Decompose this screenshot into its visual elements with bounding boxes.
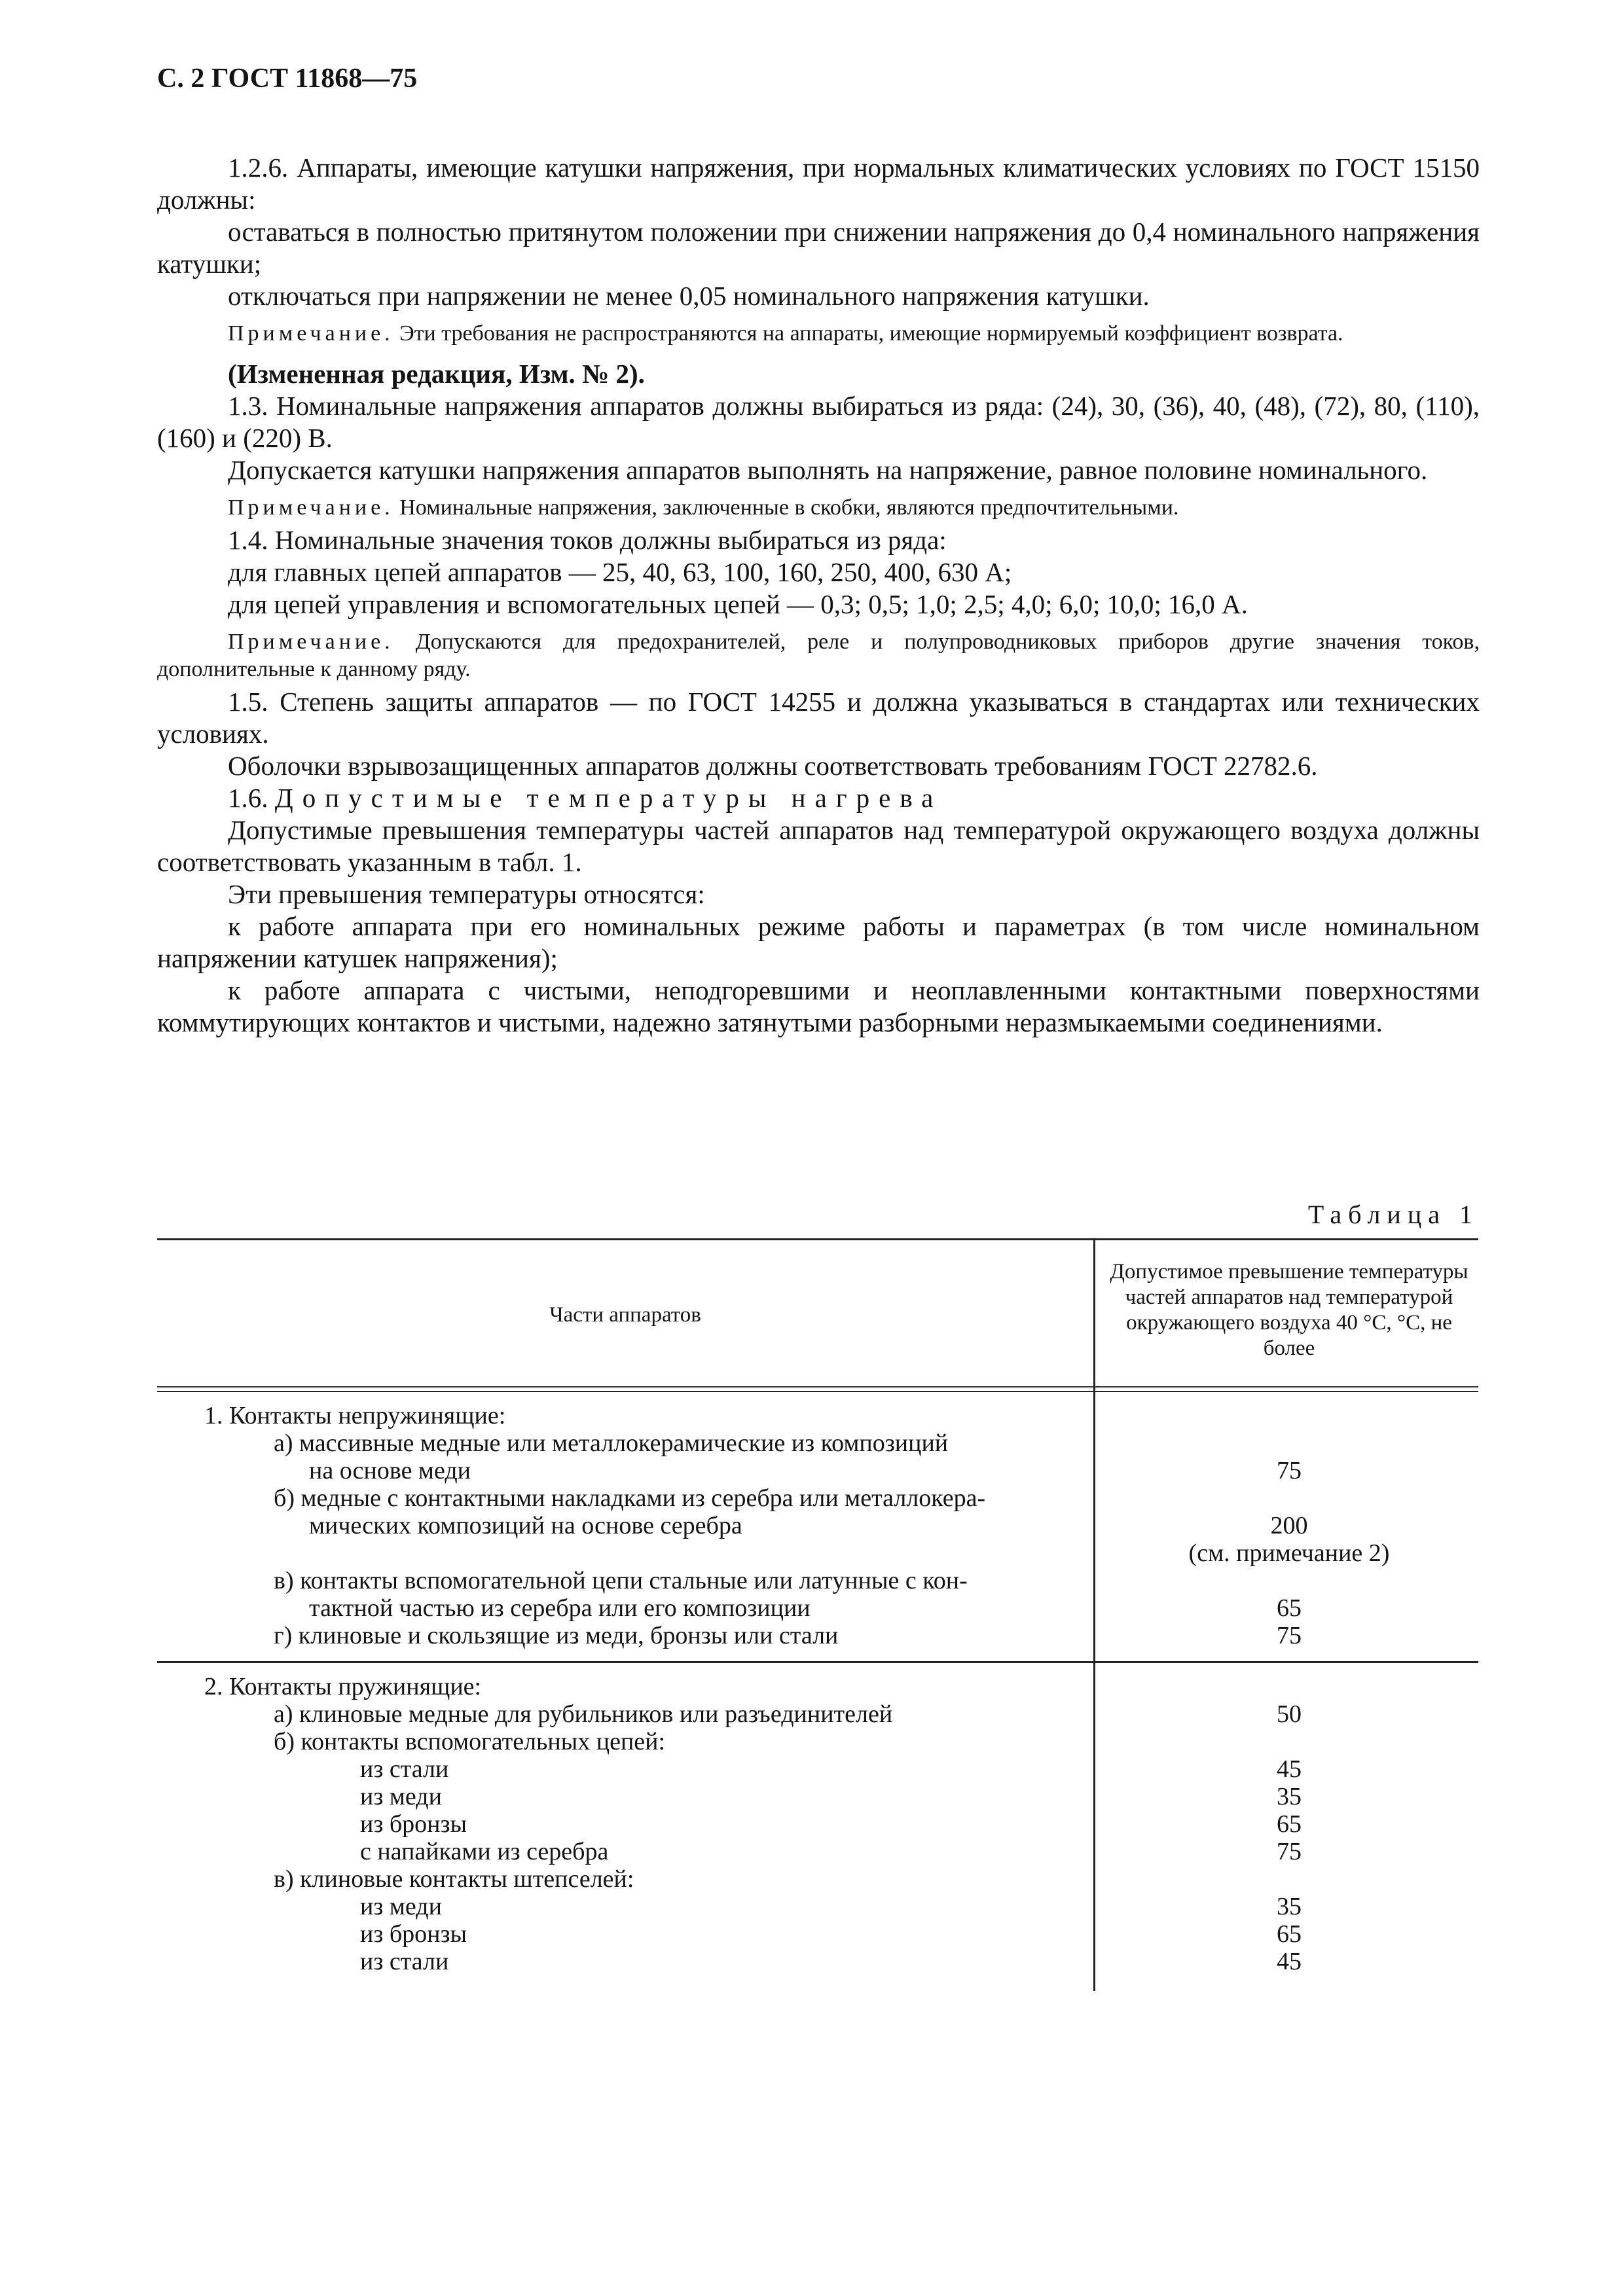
note-1-label: Примечание. <box>228 321 394 346</box>
paragraph-explosion-proof: Оболочки взрывозащищенных аппаратов должны соответствовать требованиям ГОСТ 22782.6. <box>228 751 1318 781</box>
table-row-label: 1. Контакты непружинящие: <box>204 1402 506 1429</box>
table-row-value: 200 <box>1270 1512 1308 1539</box>
note-3-text: Допускаются для предохранителей, реле и полупроводниковых приборов другие значения токов, дополнительные к данному ряду. <box>157 630 1480 681</box>
table-row-label: а) клиновые медные для рубильников или разъединителей <box>274 1700 893 1728</box>
paragraph-1-3: 1.3. Номинальные напряжения аппаратов должны выбираться из ряда: (24), 30, (36), 40, (48), (72), 80, (110), (160) и (220) В. <box>157 391 1480 453</box>
table-row-label: 2. Контакты пружинящие: <box>204 1673 482 1700</box>
paragraph-stay-attracted: оставаться в полностью притянутом положении при снижении напряжения до 0,4 номинального напряжения катушки; <box>157 217 1480 279</box>
table-row-label: из меди <box>360 1783 442 1810</box>
section-number: 1.6. <box>228 783 275 813</box>
table-caption: Таблица 1 <box>1307 1200 1479 1229</box>
paragraph-switch-off: отключаться при напряжении не менее 0,05 номинального напряжения катушки. <box>228 281 1150 311</box>
paragraph-1-2-6: 1.2.6. Аппараты, имеющие катушки напряжения, при нормальных климатических условиях по ГОСТ 15150 должны: <box>157 152 1480 215</box>
table-row-value: 65 <box>1277 1810 1302 1838</box>
note-2-text: Номинальные напряжения, заключенные в скобки, являются предпочтительными. <box>393 495 1179 520</box>
paragraph-clean-contacts: к работе аппарата с чистыми, неподгоревшими и неоплавленными контактными поверхностями коммутирующих контактов и чистыми, надежно затянутыми разборными неразмыкаемыми соединениями. <box>157 975 1480 1037</box>
table-row-label: с напайками из серебра <box>360 1838 609 1865</box>
table-row-value: 35 <box>1277 1783 1302 1810</box>
table-row-label: из стали <box>360 1948 449 1975</box>
paragraph-control-circuits: для цепей управления и вспомогательных цепей — 0,3; 0,5; 1,0; 2,5; 4,0; 6,0; 10,0; 16,0 А. <box>228 589 1248 619</box>
paragraph-main-circuits: для главных цепей аппаратов — 25, 40, 63, 100, 160, 250, 400, 630 А; <box>228 557 1012 587</box>
table-row-label: из бронзы <box>360 1920 467 1948</box>
amendment-note: (Измененная редакция, Изм. № 2). <box>228 359 645 389</box>
table-row-value: 75 <box>1277 1838 1302 1865</box>
table-1 <box>157 1238 1478 1991</box>
paragraph-1-4: 1.4. Номинальные значения токов должны выбираться из ряда: <box>228 525 947 555</box>
table-row-label: из меди <box>360 1893 442 1920</box>
paragraph-half-voltage: Допускается катушки напряжения аппаратов выполнять на напряжение, равное половине номинального. <box>228 455 1428 485</box>
table-row-label: а) массивные медные или металлокерамические из композиций <box>274 1429 949 1457</box>
paragraph-applies-to: Эти превышения температуры относятся: <box>228 879 705 909</box>
table-row-value: (см. примечание 2) <box>1188 1539 1390 1567</box>
table-row-value: 65 <box>1277 1920 1302 1948</box>
note-1-text: Эти требования не распространяются на аппараты, имеющие нормируемый коэффициент возврата. <box>393 321 1343 346</box>
paragraph-1-5: 1.5. Степень защиты аппаратов — по ГОСТ 14255 и должна указываться в стандартах или технических условиях. <box>157 687 1480 749</box>
table-row-label: из бронзы <box>360 1810 467 1838</box>
section-title: Допустимые температуры нагрева <box>274 783 943 813</box>
table-row-label: б) медные с контактными накладками из серебра или металлокера- <box>274 1484 986 1512</box>
paragraph-temperature-limits: Допустимые превышения температуры частей аппаратов над температурой окружающего воздуха должны соответствовать указанным в табл. 1. <box>157 815 1480 877</box>
table-row-value: 50 <box>1277 1700 1302 1728</box>
column-header-parts: Части аппаратов <box>549 1303 701 1327</box>
paragraph-nominal-mode: к работе аппарата при его номинальных режиме работы и параметрах (в том числе номинальном напряжении катушек напряжения); <box>157 911 1480 973</box>
table-row-value: 45 <box>1277 1755 1302 1783</box>
table-row-label: г) клиновые и скользящие из меди, бронзы или стали <box>274 1622 839 1649</box>
table-header-rule <box>157 1386 1478 1392</box>
paragraph-1-6 <box>157 782 1480 814</box>
table-row-label: тактной частью из серебра или его композиции <box>309 1594 811 1622</box>
table-row-value: 75 <box>1277 1457 1302 1484</box>
table-row-label: в) контакты вспомогательной цепи стальные или латунные с кон- <box>274 1567 968 1594</box>
table-row-value: 35 <box>1277 1893 1302 1920</box>
document-body <box>157 152 1480 1039</box>
note-1 <box>157 320 1480 348</box>
table-row-label: в) клиновые контакты штепселей: <box>274 1865 634 1893</box>
table-row-label: из стали <box>360 1755 449 1783</box>
note-2-label: Примечание. <box>228 495 394 520</box>
table-row-value: 65 <box>1277 1594 1302 1622</box>
note-3-label: Примечание. <box>228 630 394 654</box>
table-row-label: мических композиций на основе серебра <box>309 1512 742 1539</box>
column-header-temperature: Допустимое превышение температуры частей аппаратов над температурой окружающего воздуха 40 °С, °С, не более <box>1110 1260 1468 1360</box>
table-row-value: 75 <box>1277 1622 1302 1649</box>
table-row-label: на основе меди <box>309 1457 471 1484</box>
table-row-label: б) контакты вспомогательных цепей: <box>274 1728 666 1755</box>
table-top-rule <box>157 1238 1478 1240</box>
table-group-rule <box>157 1661 1478 1663</box>
table-row-value: 45 <box>1277 1948 1302 1975</box>
page-header: С. 2 ГОСТ 11868—75 <box>157 63 418 94</box>
note-3 <box>157 628 1480 683</box>
note-2 <box>157 494 1480 522</box>
table-column-divider <box>1093 1238 1095 1991</box>
